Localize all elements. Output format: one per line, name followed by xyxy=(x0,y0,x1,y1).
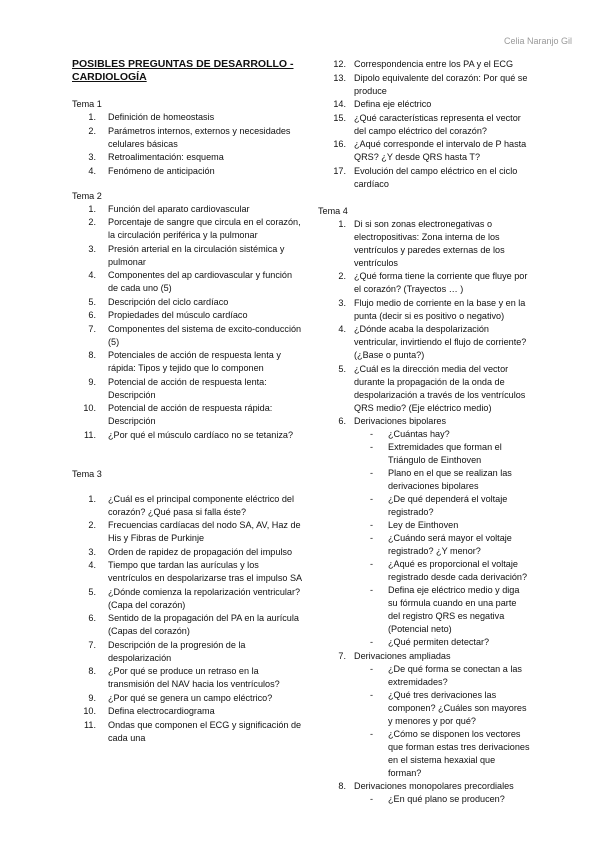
list-item: 16. ¿Aqué corresponde el intervalo de P hasta QRS? ¿Y desde QRS hasta T? xyxy=(333,139,527,162)
tema-1-list xyxy=(72,111,304,178)
list-item: 7. Componentes del sistema de excito-conducción (5) xyxy=(88,323,302,347)
list-item: 11. ¿Por qué el músculo cardíaco no se tetaniza? xyxy=(84,429,294,440)
list-item: 11. Ondas que componen el ECG y significación de cada una xyxy=(84,719,302,743)
sub-item: - ¿De qué forma se conectan a las extremidades? xyxy=(370,663,522,687)
sub-item: - Defina eje eléctrico medio y diga su fórmula cuando en una parte del registro QRS es negativa (Potencial neto) xyxy=(370,585,520,634)
list-item: 1. Función del aparato cardiovascular xyxy=(88,203,250,214)
sub-item: - ¿Qué permiten detectar? xyxy=(370,637,490,647)
list-item: 15. ¿Qué características representa el vector del campo eléctrico del corazón? xyxy=(333,112,521,136)
document-title: POSIBLES PREGUNTAS DE DESARROLLO - CARDIOLOGÍA xyxy=(72,58,294,83)
list-item: 5. ¿Cuál es la dirección media del vector durante la propagación de la onda de despolarización a través de los ventrículos QRS medio? (Eje eléctrico medio) xyxy=(338,363,526,413)
list-item: 3. Presión arterial en la circulación sistémica y pulmonar xyxy=(88,243,285,267)
list-item: 6. Derivaciones bipolares - ¿Cuántas hay? - Extremidades que forman el Triángulo de Einthoven - Plano en el que se realizan las derivaciones bipolares - ¿De qué dependerá el voltaje registrado? - Ley de Einthoven - ¿Cuándo será mayor el voltaje registrado? ¿Y menor? - ¿Aqué es proporcional el voltaje registrado desde cada derivación? - Defina eje eléctrico medio y diga su fórmula cuando en una parte del registro QRS es negativa (Potencial neto) - ¿Qué permiten detectar? xyxy=(318,415,530,649)
tema-3-heading: Tema 3 xyxy=(72,468,102,479)
tema-2-heading: Tema 2 xyxy=(72,190,102,201)
left-column xyxy=(72,58,304,745)
sub-item: - Plano en el que se realizan las derivaciones bipolares xyxy=(370,468,512,491)
tema-2-list xyxy=(72,203,304,442)
list-item: 9. Potencial de acción de respuesta lenta: Descripción xyxy=(88,376,267,400)
sub-item: - ¿En qué plano se producen? xyxy=(370,794,505,804)
list-item: 9. ¿Por qué se genera un campo eléctrico? xyxy=(88,692,273,703)
list-item: 13. Dipolo equivalente del corazón: Por qué se produce xyxy=(333,72,528,96)
list-item: 2. Frecuencias cardíacas del nodo SA, AV, Haz de His y Fibras de Purkinje xyxy=(88,520,301,543)
list-item: 1. Di si son zonas electronegativas o electropositivas: Zona interna de los ventrículos y paredes externas de los ventrículos xyxy=(338,218,505,268)
list-item: 4. Componentes del ap cardiovascular y función de cada uno (5) xyxy=(88,270,293,293)
list-item: 1. Definición de homeostasis xyxy=(88,112,215,122)
sub-item: - ¿Aqué es proporcional el voltaje registrado desde cada derivación? xyxy=(370,559,528,582)
sub-item: - ¿Cuándo será mayor el voltaje registrado? ¿Y menor? xyxy=(370,533,512,556)
tema-3-list-continued xyxy=(318,58,530,191)
list-item: 2. Parámetros internos, externos y necesidades celulares básicas xyxy=(88,125,291,149)
list-item: 4. Tiempo que tardan las aurículas y los ventrículos en despolarizarse tras el impulso SA xyxy=(88,560,303,583)
sublist xyxy=(354,793,530,806)
tema-4-list xyxy=(318,218,530,807)
list-item: 12. Correspondencia entre los PA y el ECG xyxy=(333,59,514,69)
list-item: 7. Descripción de la progresión de la despolarización xyxy=(88,639,246,663)
list-item: 6. Sentido de la propagación del PA en la aurícula (Capas del corazón) xyxy=(88,613,299,636)
tema-1-heading: Tema 1 xyxy=(72,99,102,109)
list-item: 2. ¿Qué forma tiene la corriente que fluye por el corazón? (Trayectos … ) xyxy=(338,271,528,294)
list-item: 1. ¿Cuál es el principal componente eléctrico del corazón? ¿Qué pasa si falla éste? xyxy=(88,493,295,517)
list-item: 8. Potenciales de acción de respuesta lenta y rápida: Tipos y tejido que lo componen xyxy=(88,350,281,373)
tema-3-list xyxy=(72,493,304,745)
list-item: 7. Derivaciones ampliadas - ¿De qué forma se conectan a las extremidades? - ¿Qué tres derivaciones las componen? ¿Cuáles son mayores y menores y por qué? - ¿Cómo se disponen los vectores que forman estas tres derivaciones en el sistema hexaxial que forman? xyxy=(338,650,530,778)
list-item: 4. ¿Dónde acaba la despolarización ventricular, invirtiendo el flujo de corriente? (¿Base o punta?) xyxy=(338,324,527,360)
sublist xyxy=(354,428,530,649)
list-item: 4. Fenómeno de anticipación xyxy=(88,165,215,176)
list-item: 8. Derivaciones monopolares precordiales - ¿En qué plano se producen? xyxy=(318,780,530,806)
tema-4-heading: Tema 4 xyxy=(318,205,348,216)
list-item: 5. ¿Dónde comienza la repolarización ventricular? (Capa del corazón) xyxy=(88,586,301,610)
list-item: 5. Descripción del ciclo cardíaco xyxy=(88,296,229,307)
author-name: Celia Naranjo Gil xyxy=(503,36,572,46)
list-item: 14. Defina eje eléctrico xyxy=(333,99,432,109)
list-item: 3. Orden de rapidez de propagación del impulso xyxy=(88,546,293,557)
sub-item: - Extremidades que forman el Triángulo de Einthoven xyxy=(370,442,502,465)
sub-item: - Ley de Einthoven xyxy=(370,520,459,530)
sub-item: - ¿Cómo se disponen los vectores que forman estas tres derivaciones en el sistema hexaxial que forman? xyxy=(370,728,530,778)
right-column xyxy=(318,58,530,807)
list-item: 10. Potencial de acción de respuesta rápida: Descripción xyxy=(83,403,273,426)
sublist xyxy=(354,663,530,780)
sub-item: - ¿Qué tres derivaciones las componen? ¿Cuáles son mayores y menores y por qué? xyxy=(370,689,527,726)
list-item: 8. ¿Por qué se produce un retraso en la transmisión del NAV hacia los ventrículos? xyxy=(88,666,280,689)
list-item: 6. Propiedades del músculo cardíaco xyxy=(88,310,248,320)
list-item: 3. Flujo medio de corriente en la base y en la punta (decir si es positivo o negativo) xyxy=(338,297,526,321)
list-item: 2. Porcentaje de sangre que circula en el corazón, la circulación periférica y la pulmonar xyxy=(88,217,301,240)
list-item: 10. Defina electrocardiograma xyxy=(83,706,215,716)
list-item: 3. Retroalimentación: esquema xyxy=(88,152,224,162)
sub-item: - ¿Cuántas hay? xyxy=(370,429,450,439)
sub-item: - ¿De qué dependerá el voltaje registrado? xyxy=(370,494,508,517)
list-item: 17. Evolución del campo eléctrico en el ciclo cardíaco xyxy=(333,165,518,189)
